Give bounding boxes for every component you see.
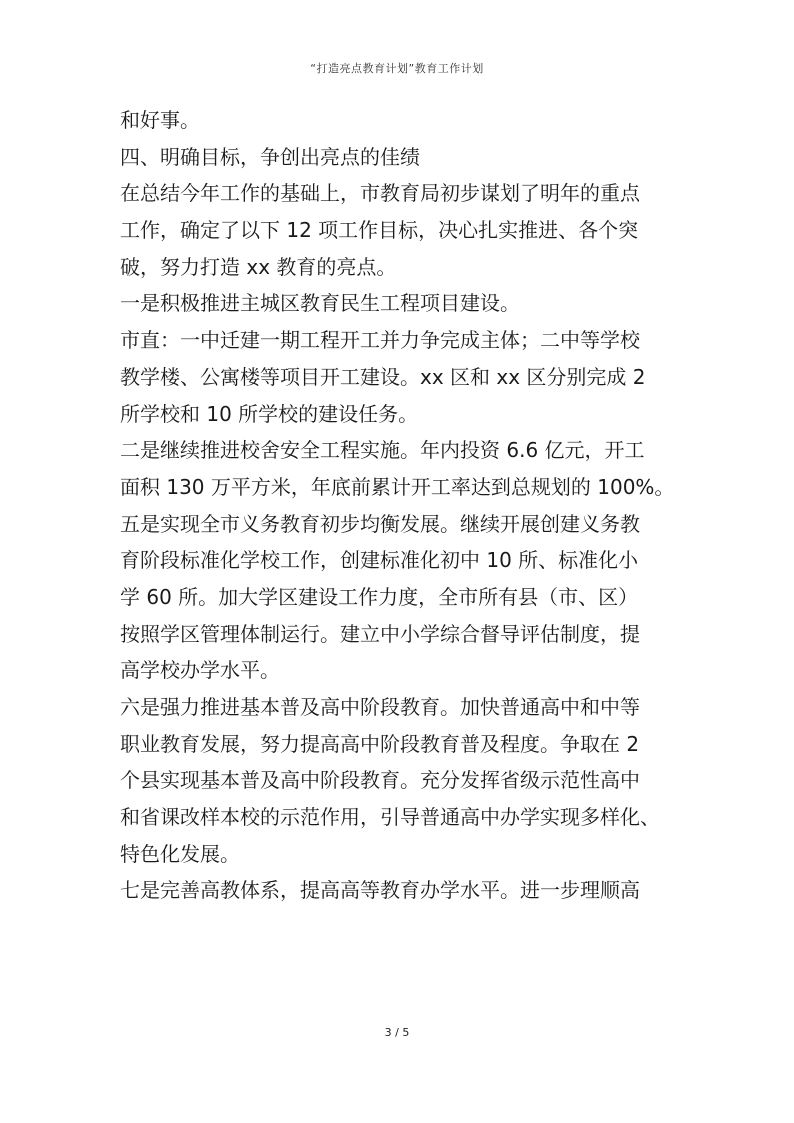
text-line: 按照学区管理体制运行。建立中小学综合督导评估制度，提 — [120, 621, 640, 646]
text-line: 二是继续推进校舍安全工程实施。年内投资 6.6 亿元，开工 — [120, 438, 645, 463]
text-line: 市直：一中迁建一期工程开工并力争完成主体；二中等学校 — [120, 328, 640, 353]
page-number: 3 / 5 — [384, 1026, 410, 1039]
page-header: “打造亮点教育计划”教育工作计划 — [310, 62, 484, 75]
text-line: 特色化发展。 — [120, 841, 240, 866]
text-line: 学 60 所。加大学区建设工作力度，全市所有县（市、区） — [120, 584, 639, 609]
text-line: 破，努力打造 xx 教育的亮点。 — [120, 254, 397, 279]
text-line: 面积 130 万平方米，年底前累计开工率达到总规划的 100%。 — [120, 474, 675, 499]
text-line: 个县实现基本普及高中阶段教育。充分发挥省级示范性高中 — [120, 768, 640, 793]
document-body — [120, 102, 680, 909]
text-line: 一是积极推进主城区教育民生工程项目建设。 — [120, 291, 520, 316]
text-line: 高学校办学水平。 — [120, 658, 280, 683]
text-line: 在总结今年工作的基础上，市教育局初步谋划了明年的重点 — [120, 181, 640, 206]
text-line: 职业教育发展，努力提高高中阶段教育普及程度。争取在 2 — [120, 731, 640, 756]
text-line: 六是强力推进基本普及高中阶段教育。加快普通高中和中等 — [120, 695, 640, 719]
text-line: 教学楼、公寓楼等项目开工建设。xx 区和 xx 区分别完成 2 — [120, 364, 646, 389]
text-line: 工作，确定了以下 12 项工作目标，决心扎实推进、各个突 — [120, 218, 639, 243]
text-line: 和省课改样本校的示范作用，引导普通高中办学实现多样化、 — [120, 805, 660, 830]
text-line: 七是完善高教体系，提高高等教育办学水平。进一步理顺高 — [120, 878, 640, 903]
section-heading: 四、明确目标，争创出亮点的佳绩 — [120, 144, 420, 169]
text-line: 育阶段标准化学校工作，创建标准化初中 10 所、标准化小 — [120, 548, 639, 573]
text-line: 和好事。 — [120, 108, 200, 132]
text-line: 五是实现全市义务教育初步均衡发展。继续开展创建义务教 — [120, 511, 640, 536]
text-line: 所学校和 10 所学校的建设任务。 — [120, 401, 419, 426]
